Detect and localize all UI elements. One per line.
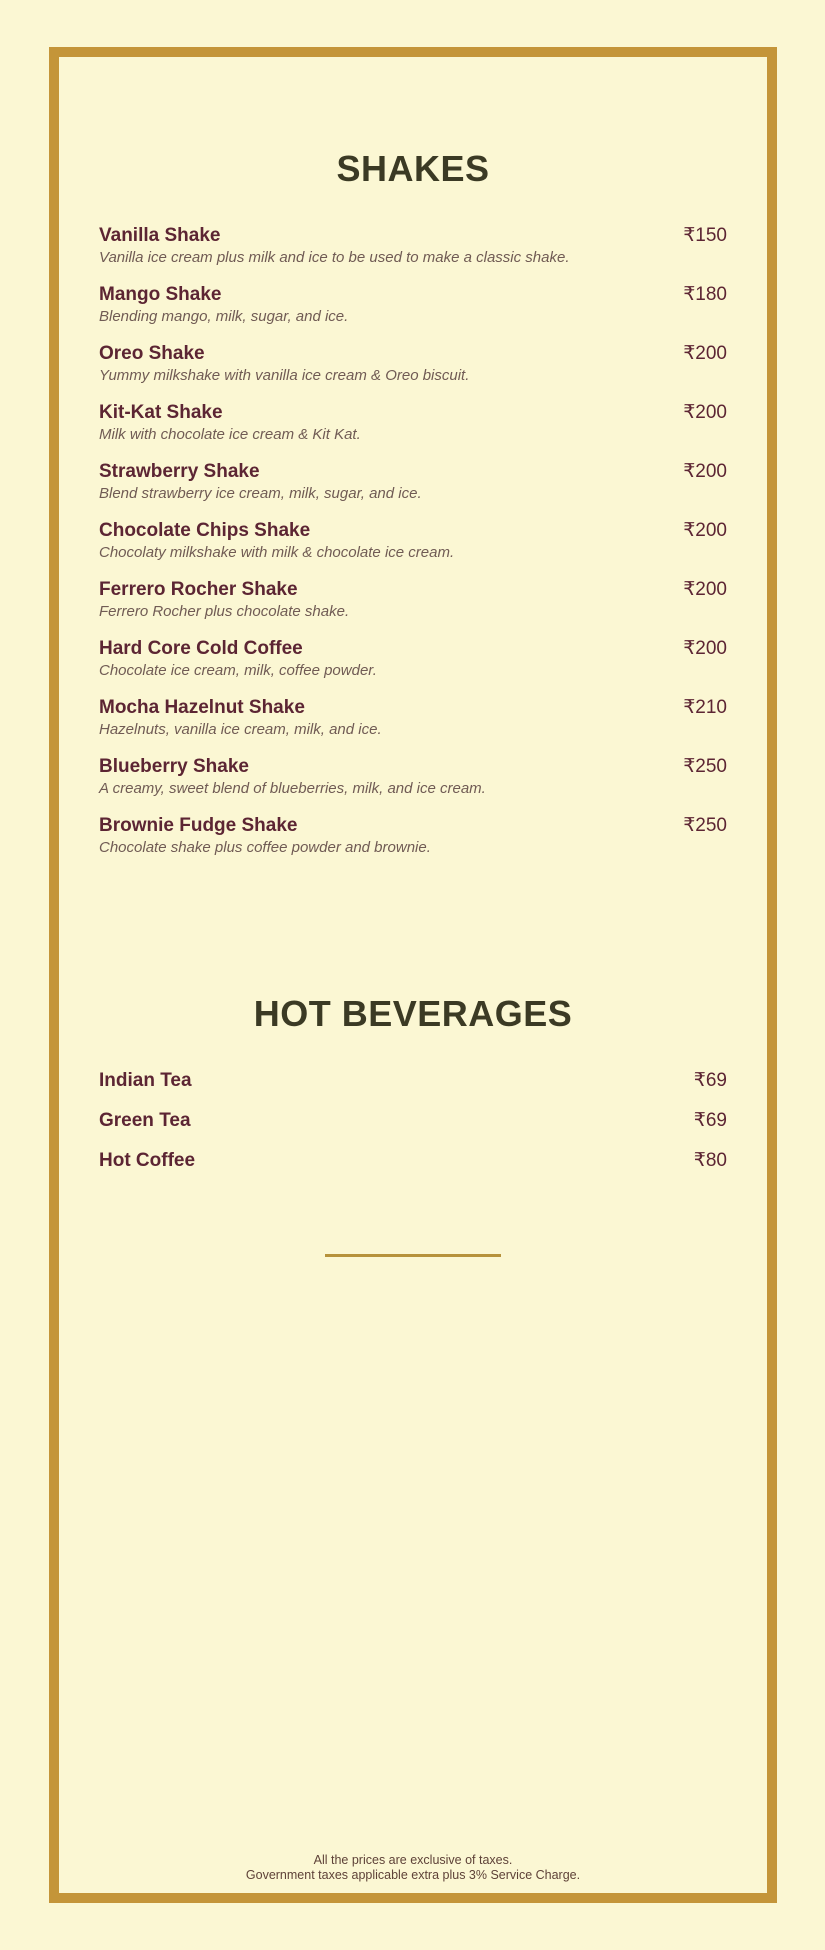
menu-content: [59, 57, 767, 1893]
menu-item-list: [99, 1070, 727, 1172]
menu-item-list: [99, 225, 727, 856]
footer-note: [59, 1853, 767, 1883]
menu-item-name: Kit-Kat Shake: [99, 401, 223, 423]
menu-item-name: Blueberry Shake: [99, 755, 249, 777]
footer-note-line-2: Government taxes applicable extra plus 3% Service Charge.: [245, 1868, 581, 1882]
menu-item-price: ₹200: [683, 460, 727, 482]
menu-item-row: [99, 579, 727, 601]
menu-item-price: ₹69: [693, 1109, 727, 1131]
menu-item-row: [99, 284, 727, 306]
menu-item-description: Chocolate shake plus coffee powder and brownie.: [99, 838, 431, 856]
menu-item-price: ₹200: [683, 342, 727, 364]
menu-item-row: [99, 1070, 727, 1092]
menu-item-name: Hot Coffee: [99, 1149, 196, 1171]
menu-item: [99, 461, 727, 502]
menu-item-description: Chocolate ice cream, milk, coffee powder.: [99, 661, 377, 679]
menu-section: [99, 57, 727, 856]
menu-item-name: Oreo Shake: [99, 342, 205, 364]
menu-item-description: Hazelnuts, vanilla ice cream, milk, and ice.: [99, 720, 382, 738]
menu-item: [99, 815, 727, 856]
menu-item-row: [99, 1110, 727, 1132]
menu-item-description: A creamy, sweet blend of blueberries, milk, and ice cream.: [99, 779, 486, 797]
menu-item: [99, 343, 727, 384]
section-title: SHAKES: [336, 147, 490, 189]
menu-item-row: [99, 225, 727, 247]
menu-item: [99, 756, 727, 797]
menu-item-name: Indian Tea: [99, 1069, 192, 1091]
menu-item: [99, 225, 727, 266]
menu-item-name: Green Tea: [99, 1109, 191, 1131]
menu-item-description: Ferrero Rocher plus chocolate shake.: [99, 602, 350, 620]
menu-item-price: ₹180: [683, 283, 727, 305]
menu-item-row: [99, 343, 727, 365]
menu-item: [99, 697, 727, 738]
menu-item-price: ₹69: [693, 1069, 727, 1091]
menu-item-name: Chocolate Chips Shake: [99, 519, 311, 541]
menu-item-price: ₹200: [683, 519, 727, 541]
menu-item-price: ₹250: [683, 755, 727, 777]
menu-item-name: Brownie Fudge Shake: [99, 814, 298, 836]
menu-item: [99, 520, 727, 561]
menu-item-row: [99, 520, 727, 542]
menu-item-description: Yummy milkshake with vanilla ice cream & Oreo biscuit.: [99, 366, 470, 384]
menu-item-row: [99, 1150, 727, 1172]
menu-item-name: Mocha Hazelnut Shake: [99, 696, 305, 718]
menu-item: [99, 402, 727, 443]
menu-item-row: [99, 461, 727, 483]
menu-item-price: ₹150: [683, 224, 727, 246]
menu-item-description: Milk with chocolate ice cream & Kit Kat.: [99, 425, 361, 443]
menu-item-name: Mango Shake: [99, 283, 222, 305]
footer-note-line-1: All the prices are exclusive of taxes.: [313, 1853, 513, 1867]
menu-item-name: Hard Core Cold Coffee: [99, 637, 303, 659]
menu-item-description: Blend strawberry ice cream, milk, sugar, and ice.: [99, 484, 422, 502]
menu-item: [99, 1070, 727, 1092]
menu-item-name: Strawberry Shake: [99, 460, 260, 482]
menu-item-price: ₹80: [693, 1149, 727, 1171]
menu-item: [99, 1150, 727, 1172]
menu-item-price: ₹250: [683, 814, 727, 836]
section-divider: [325, 1254, 501, 1257]
menu-item-description: Chocolaty milkshake with milk & chocolate ice cream.: [99, 543, 455, 561]
menu-item: [99, 284, 727, 325]
menu-item-price: ₹200: [683, 401, 727, 423]
menu-item-name: Ferrero Rocher Shake: [99, 578, 298, 600]
menu-item-row: [99, 402, 727, 424]
menu-item-row: [99, 756, 727, 778]
menu-item-description: Vanilla ice cream plus milk and ice to be used to make a classic shake.: [99, 248, 570, 266]
menu-item: [99, 638, 727, 679]
menu-section: [99, 992, 727, 1172]
menu-sections: [99, 57, 727, 1172]
menu-item-row: [99, 815, 727, 837]
section-title: HOT BEVERAGES: [253, 992, 573, 1034]
menu-item-description: Blending mango, milk, sugar, and ice.: [99, 307, 349, 325]
menu-item-row: [99, 697, 727, 719]
menu-item-price: ₹200: [683, 578, 727, 600]
menu-gold-frame: [49, 47, 777, 1903]
menu-item: [99, 579, 727, 620]
menu-item: [99, 1110, 727, 1132]
menu-item-name: Vanilla Shake: [99, 224, 221, 246]
menu-item-price: ₹210: [683, 696, 727, 718]
menu-item-row: [99, 638, 727, 660]
menu-item-price: ₹200: [683, 637, 727, 659]
